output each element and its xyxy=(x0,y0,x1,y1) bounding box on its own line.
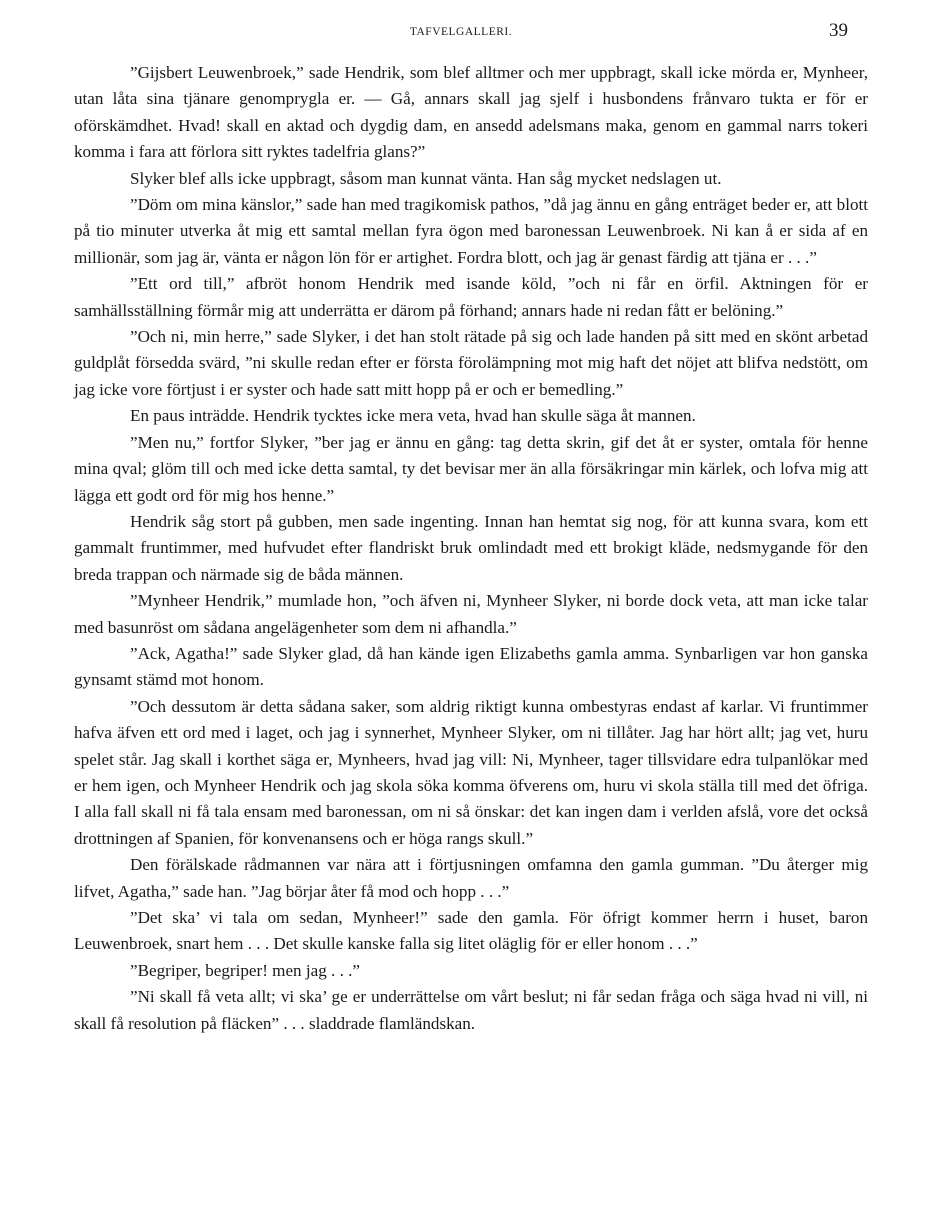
paragraph-15: ”Ni skall få veta allt; vi ska’ ge er underrättelse om vårt beslut; ni får sedan fråga och säga hvad ni vill, ni skall få resolution på fläcken” . . . sladdrade flamländskan. xyxy=(74,987,868,1033)
paragraph-10: ”Ack, Agatha!” sade Slyker glad, då han kände igen Elizabeths gamla amma. Synbarligen var hon ganska gynsamt stämd mot honom. xyxy=(74,643,868,690)
paragraph-12: Den förälskade rådmannen var nära att i förtjusningen omfamna den gamla gumman. ”Du återger mig lifvet, Agatha,” sade han. ”Jag börjar åter få mod och hopp . . .” xyxy=(74,855,868,901)
paragraph-3: ”Döm om mina känslor,” sade han med tragikomisk pathos, ”då jag ännu en gång enträget beder er, att blott på tio minuter utverka åt mig ett samtal mellan fyra ögon med baronessan Leuwenbroek. Ni kan å er sida af en millionär, som jag är, vänta er någon lön för er artighet. Fordra blott, och jag är genast färdig att tjäna er . . .” xyxy=(74,195,868,267)
paragraph-14: ”Begriper, begriper! men jag . . .” xyxy=(130,960,360,980)
page-number: 39 xyxy=(829,20,848,41)
paragraph-7: ”Men nu,” fortfor Slyker, ”ber jag er ännu en gång: tag detta skrin, gif det åt er syster, omtala för henne mina qval; glöm till och med icke detta samtal, ty det bevisar mer än alla försäkringar min kärlek, och lofva mig att lägga ett godt ord för mig hos henne.” xyxy=(74,432,868,505)
running-title: TAFVELGALLERI. xyxy=(409,26,513,38)
paragraph-4: ”Ett ord till,” afbröt honom Hendrik med isande köld, ”och ni får en örfil. Aktningen för er samhällsställning förmår mig att underrätta er därom på förhand; annars hade ni redan fått er belöning.” xyxy=(74,274,868,320)
body-text xyxy=(74,60,868,1037)
paragraph-11: ”Och dessutom är detta sådana saker, som aldrig riktigt kunna ombestyras endast af karlar. Vi fruntimmer hafva äfven ett ord med i laget, och jag i synnerhet, Mynheer Slyker, om ni tillåter. Jag har hört allt; jag vet, huru spelet står. Jag skall i korthet säga er, Mynheers, hvad jag vill: Ni, Mynheer, tager tillsvidare edra tulpanlökar med er hem igen, och Mynheer Hendrik och jag skola söka komma öfverens om, huru vi skola ställa till med det öfriga. I alla fall skall ni få tala ensam med baronessan, om ni så önskar: det kan ingen dam i verlden afslå, vore det också drottningen af Spanien, för konvenansens och er höga rangs skull.” xyxy=(74,696,868,848)
paragraph-9: ”Mynheer Hendrik,” mumlade hon, ”och äfven ni, Mynheer Slyker, ni borde dock veta, att man icke talar med basunröst om sådana angelägenheter som dem ni afhandla.” xyxy=(74,591,868,637)
paragraph-6: En paus inträdde. Hendrik tycktes icke mera veta, hvad han skulle säga åt mannen. xyxy=(130,406,696,426)
paragraph-13: ”Det ska’ vi tala om sedan, Mynheer!” sade den gamla. För öfrigt kommer herrn i huset, baron Leuwenbroek, snart hem . . . Det skulle kanske falla sig litet oläglig för er eller honom . . .” xyxy=(74,908,868,954)
paragraph-8: Hendrik såg stort på gubben, men sade ingenting. Innan han hemtat sig nog, för att kunna svara, kom ett gammalt fruntimmer, med hufvudet efter flandriskt bruk omlindadt med ett brokigt kläde, nedsmygande för den breda trappan och närmade sig de båda männen. xyxy=(74,511,868,584)
paragraph-1: ”Gijsbert Leuwenbroek,” sade Hendrik, som blef alltmer och mer uppbragt, skall icke mörda er, Mynheer, utan låta sina tjänare genomprygla er. — Gå, annars skall jag sjelf i husbondens frånvaro tukta er för er oförskämdhet. Hvad! skall en aktad och dygdig dam, en ansedd adelsmans maka, genom en gammal narrs tokeri komma i fara att förlora sitt ryktes tadelfria glans?” xyxy=(74,63,868,162)
paragraph-5: ”Och ni, min herre,” sade Slyker, i det han stolt rätade på sig och lade handen på sitt med en skönt arbetad guldplåt försedda svärd, ”ni skulle redan efter er första förolämpning mot mig haft det nöjet att blifva nedstött, om jag icke vore förtjust i er syster och hade satt mitt hopp på er och er bemedling.” xyxy=(74,327,868,399)
paragraph-2: Slyker blef alls icke uppbragt, såsom man kunnat vänta. Han såg mycket nedslagen ut. xyxy=(130,168,722,188)
running-head xyxy=(74,18,848,46)
